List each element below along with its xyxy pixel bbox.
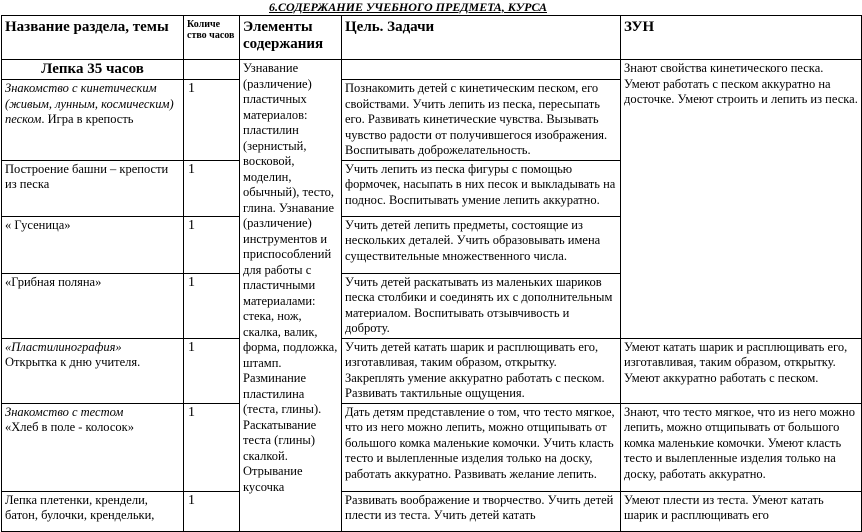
- elements-cell: Узнавание (различение) пластичных материалов: пластилин (зернистый, восковой, моделин, обычный), тесто, глина. Узнавание (различение) инструментов и приспособлений для работы с пластичными материалами: стека, нож, скалка, валик, форма, подложка, штамп. Разминание пластилина (теста, глины). Раскатывание теста (глины) скалкой. Отрывание кусочка: [240, 60, 342, 532]
- table-row: [2, 338, 862, 403]
- table-header-row: [2, 16, 862, 60]
- header-goals: Цель. Задачи: [342, 16, 621, 60]
- topic-italic: Знакомство с кинетическим (живым, лунным, космическим) песком: [5, 81, 174, 126]
- topic-cell: [2, 80, 184, 161]
- goal-cell: Учить лепить из песка фигуры с помощью формочек, насыпать в них песок и выкладывать на поднос. Воспитывать умение лепить аккуратно.: [342, 160, 621, 216]
- hours-cell: 1: [184, 491, 240, 531]
- topic-text: « Гусеница»: [5, 217, 71, 232]
- topic-cell: [2, 160, 184, 216]
- hours-cell: 1: [184, 338, 240, 403]
- table-row: [2, 491, 862, 531]
- topic-cell: [2, 216, 184, 273]
- topic-text: . Игра в крепость: [41, 112, 134, 126]
- topic-italic: «Пластилинография»: [5, 339, 122, 354]
- topic-text: Открытка к дню учителя.: [5, 355, 141, 369]
- topic-cell: [2, 491, 184, 531]
- zun-cell-1: Знают свойства кинетического песка. Умеют работать с песком аккуратно на досточке. Умеют строить и лепить из песка.: [621, 60, 862, 339]
- zun-cell-4: Умеют плести из теста. Умеют катать шарик и расплющивать его: [621, 491, 862, 531]
- hours-cell: 1: [184, 273, 240, 338]
- topic-text: Построение башни – крепости из песка: [5, 161, 169, 191]
- hours-cell: 1: [184, 403, 240, 491]
- section-row: [2, 60, 862, 80]
- header-section: Название раздела, темы: [2, 16, 184, 60]
- course-content-table: [1, 15, 862, 532]
- hours-cell: 1: [184, 160, 240, 216]
- goal-cell: Учить детей раскатывать из маленьких шариков песка столбики и соединять их с дополнительным материалом. Воспитывать отзывчивость и доброту.: [342, 273, 621, 338]
- page-title: 6.СОДЕРЖАНИЕ УЧЕБНОГО ПРЕДМЕТА, КУРСА: [268, 0, 547, 14]
- topic-cell: [2, 338, 184, 403]
- hours-cell: 1: [184, 216, 240, 273]
- goal-cell: Развивать воображение и творчество. Учить детей плести из теста. Учить детей катать: [342, 491, 621, 531]
- section-goal-cell: [342, 60, 621, 80]
- topic-cell: [2, 273, 184, 338]
- section-hours-cell: [184, 60, 240, 80]
- topic-text: «Грибная поляна»: [5, 274, 102, 289]
- goal-cell: Учить детей лепить предметы, состоящие из нескольких деталей. Учить образовывать имена существительные множественного числа.: [342, 216, 621, 273]
- table-row: [2, 403, 862, 491]
- topic-text: «Хлеб в поле - колосок»: [5, 420, 134, 434]
- section-title: Лепка 35 часов: [2, 60, 184, 80]
- goal-cell: Познакомить детей с кинетическим песком, его свойствами. Учить лепить из песка, пересыпать его. Развивать кинетические чувства. Вызывать чувство радости от получившегося изображения. Воспитывать доброжелательность.: [342, 80, 621, 161]
- header-zun: ЗУН: [621, 16, 862, 60]
- zun-cell-2: Умеют катать шарик и расплющивать его, изготавливая, таким образом, открытку. Умеют аккуратно работать с песком.: [621, 338, 862, 403]
- topic-italic: Знакомство с тестом: [5, 404, 124, 419]
- topic-cell: [2, 403, 184, 491]
- hours-cell: 1: [184, 80, 240, 161]
- topic-text: Лепка плетенки, крендели, батон, булочки, крендельки,: [5, 492, 155, 522]
- header-hours: Количе ство часов: [184, 16, 240, 60]
- goal-cell: Учить детей катать шарик и расплющивать его, изготавливая, таким образом, открытку. Закреплять умение аккуратно работать с песком. Развивать тактильные ощущения.: [342, 338, 621, 403]
- goal-cell: Дать детям представление о том, что тесто мягкое, что из него можно лепить, можно отщипывать от большого комка маленькие комочки. Учить класть тесто и вылепленные изделия только на доску, работать аккуратно. Развивать желание лепить.: [342, 403, 621, 491]
- header-elements: Элементы содержания: [240, 16, 342, 60]
- zun-cell-3: Знают, что тесто мягкое, что из него можно лепить, можно отщипывать от большого комка маленькие комочки. Умеют класть тесто и вылепленные изделия только на доску, работать аккуратно.: [621, 403, 862, 491]
